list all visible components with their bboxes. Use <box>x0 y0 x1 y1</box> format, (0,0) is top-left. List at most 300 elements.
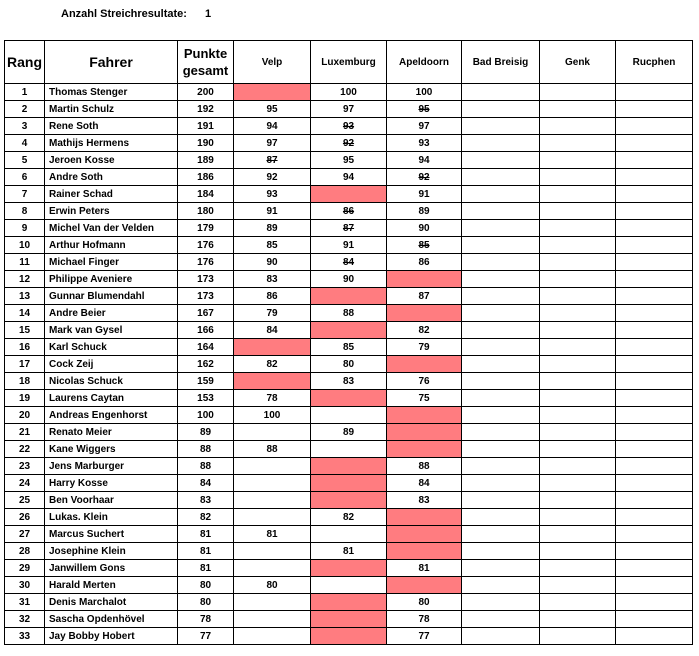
col-fahrer-header: Fahrer <box>45 41 178 84</box>
race-result-cell: 97 <box>234 135 311 152</box>
total-points-cell: 166 <box>178 322 234 339</box>
race-result-cell <box>311 628 387 645</box>
race-result-cell: 91 <box>234 203 311 220</box>
race-result-cell: 85 <box>234 237 311 254</box>
total-points-cell: 164 <box>178 339 234 356</box>
race-result-cell <box>616 220 693 237</box>
total-points-cell: 190 <box>178 135 234 152</box>
race-result-cell <box>234 339 311 356</box>
punkte-label-1: Punkte <box>183 46 228 61</box>
race-result-cell <box>462 305 540 322</box>
struck-result-value: 87 <box>342 222 355 234</box>
race-result-cell <box>311 322 387 339</box>
race-result-cell: 90 <box>387 220 462 237</box>
race-result-cell <box>462 560 540 577</box>
rank-cell: 1 <box>5 84 45 101</box>
race-result-cell <box>616 186 693 203</box>
driver-name-cell: Harry Kosse <box>45 475 178 492</box>
total-points-cell: 180 <box>178 203 234 220</box>
race-result-cell <box>540 339 616 356</box>
total-points-cell: 189 <box>178 152 234 169</box>
race-result-cell <box>616 628 693 645</box>
race-result-cell <box>540 407 616 424</box>
race-result-cell: 86 <box>387 254 462 271</box>
race-result-cell <box>540 594 616 611</box>
driver-name-cell: Rainer Schad <box>45 186 178 203</box>
race-result-cell: 100 <box>311 84 387 101</box>
race-result-cell: 97 <box>311 101 387 118</box>
driver-name-cell: Harald Merten <box>45 577 178 594</box>
race-result-cell <box>616 118 693 135</box>
race-result-cell: 78 <box>234 390 311 407</box>
driver-name-cell: Laurens Caytan <box>45 390 178 407</box>
rank-cell: 28 <box>5 543 45 560</box>
race-result-cell <box>540 271 616 288</box>
table-row <box>5 220 693 237</box>
race-result-cell <box>540 203 616 220</box>
race-result-cell: 82 <box>311 509 387 526</box>
driver-name-cell: Josephine Klein <box>45 543 178 560</box>
race-result-cell <box>311 475 387 492</box>
rank-cell: 33 <box>5 628 45 645</box>
rank-cell: 17 <box>5 356 45 373</box>
race-result-cell <box>540 543 616 560</box>
col-rucphen-header: Rucphen <box>616 41 693 84</box>
race-result-cell <box>616 526 693 543</box>
driver-name-cell: Andre Beier <box>45 305 178 322</box>
col-genk-header: Genk <box>540 41 616 84</box>
race-result-cell <box>234 611 311 628</box>
struck-result-value: 93 <box>342 120 355 132</box>
race-result-cell <box>540 356 616 373</box>
standings-body <box>5 84 693 645</box>
race-result-cell <box>387 441 462 458</box>
driver-name-cell: Kane Wiggers <box>45 441 178 458</box>
race-result-cell <box>616 322 693 339</box>
race-result-cell <box>616 339 693 356</box>
race-result-cell: 84 <box>234 322 311 339</box>
race-result-cell <box>616 424 693 441</box>
total-points-cell: 173 <box>178 271 234 288</box>
driver-name-cell: Thomas Stenger <box>45 84 178 101</box>
table-row <box>5 203 693 220</box>
race-result-cell <box>462 101 540 118</box>
race-result-cell <box>540 458 616 475</box>
dropped-result-cell <box>311 118 387 135</box>
race-result-cell <box>540 390 616 407</box>
dropped-result-cell <box>387 101 462 118</box>
table-row <box>5 322 693 339</box>
race-result-cell <box>311 577 387 594</box>
race-result-cell <box>462 220 540 237</box>
rank-cell: 25 <box>5 492 45 509</box>
total-points-cell: 186 <box>178 169 234 186</box>
rank-cell: 13 <box>5 288 45 305</box>
table-row <box>5 390 693 407</box>
race-result-cell <box>462 407 540 424</box>
rank-cell: 22 <box>5 441 45 458</box>
race-result-cell <box>462 509 540 526</box>
race-result-cell: 79 <box>234 305 311 322</box>
race-result-cell <box>462 237 540 254</box>
col-punkte-header <box>178 41 234 84</box>
total-points-cell: 159 <box>178 373 234 390</box>
race-result-cell <box>462 611 540 628</box>
race-result-cell <box>311 458 387 475</box>
race-result-cell <box>616 509 693 526</box>
total-points-cell: 80 <box>178 577 234 594</box>
total-points-cell: 78 <box>178 611 234 628</box>
table-row <box>5 594 693 611</box>
race-result-cell <box>540 101 616 118</box>
race-result-cell <box>540 475 616 492</box>
total-points-cell: 89 <box>178 424 234 441</box>
rank-cell: 15 <box>5 322 45 339</box>
col-velp-header: Velp <box>234 41 311 84</box>
race-result-cell <box>616 543 693 560</box>
race-result-cell <box>616 135 693 152</box>
table-row <box>5 118 693 135</box>
rank-cell: 12 <box>5 271 45 288</box>
driver-name-cell: Martin Schulz <box>45 101 178 118</box>
table-row <box>5 135 693 152</box>
driver-name-cell: Cock Zeij <box>45 356 178 373</box>
table-row <box>5 339 693 356</box>
race-result-cell <box>616 169 693 186</box>
driver-name-cell: Nicolas Schuck <box>45 373 178 390</box>
dropped-result-cell <box>311 254 387 271</box>
race-result-cell <box>540 237 616 254</box>
table-row <box>5 373 693 390</box>
race-result-cell <box>462 288 540 305</box>
table-row <box>5 441 693 458</box>
col-rang-header: Rang <box>5 41 45 84</box>
race-result-cell <box>462 186 540 203</box>
rank-cell: 19 <box>5 390 45 407</box>
total-points-cell: 82 <box>178 509 234 526</box>
race-result-cell <box>616 305 693 322</box>
driver-name-cell: Sascha Opdenhövel <box>45 611 178 628</box>
race-result-cell: 80 <box>234 577 311 594</box>
race-result-cell <box>616 101 693 118</box>
table-row <box>5 458 693 475</box>
race-result-cell <box>616 475 693 492</box>
race-result-cell <box>462 254 540 271</box>
rank-cell: 3 <box>5 118 45 135</box>
table-row <box>5 628 693 645</box>
total-points-cell: 200 <box>178 84 234 101</box>
struck-result-value: 84 <box>342 256 355 268</box>
race-result-cell: 94 <box>387 152 462 169</box>
race-result-cell <box>462 152 540 169</box>
race-result-cell: 81 <box>234 526 311 543</box>
race-result-cell: 86 <box>234 288 311 305</box>
total-points-cell: 184 <box>178 186 234 203</box>
table-row <box>5 475 693 492</box>
race-result-cell <box>616 577 693 594</box>
race-result-cell: 91 <box>387 186 462 203</box>
race-result-cell: 95 <box>234 101 311 118</box>
race-result-cell: 88 <box>234 441 311 458</box>
table-row <box>5 169 693 186</box>
race-result-cell: 88 <box>387 458 462 475</box>
race-result-cell <box>311 441 387 458</box>
race-result-cell: 94 <box>234 118 311 135</box>
driver-name-cell: Rene Soth <box>45 118 178 135</box>
race-result-cell <box>234 594 311 611</box>
race-result-cell: 94 <box>311 169 387 186</box>
driver-name-cell: Jay Bobby Hobert <box>45 628 178 645</box>
dropped-result-cell <box>234 152 311 169</box>
race-result-cell: 92 <box>234 169 311 186</box>
race-result-cell <box>616 492 693 509</box>
race-result-cell <box>616 254 693 271</box>
total-points-cell: 81 <box>178 560 234 577</box>
race-result-cell <box>462 271 540 288</box>
race-result-cell: 100 <box>234 407 311 424</box>
race-result-cell: 88 <box>311 305 387 322</box>
driver-name-cell: Andre Soth <box>45 169 178 186</box>
race-result-cell <box>616 237 693 254</box>
race-result-cell <box>311 390 387 407</box>
race-result-cell <box>540 577 616 594</box>
struck-result-value: 87 <box>266 154 278 166</box>
table-row <box>5 560 693 577</box>
race-result-cell <box>616 288 693 305</box>
header-row <box>5 41 693 84</box>
rank-cell: 18 <box>5 373 45 390</box>
col-apeldoorn-header: Apeldoorn <box>387 41 462 84</box>
race-result-cell <box>616 594 693 611</box>
table-row <box>5 288 693 305</box>
rank-cell: 14 <box>5 305 45 322</box>
race-result-cell <box>616 611 693 628</box>
race-result-cell: 83 <box>234 271 311 288</box>
rank-cell: 9 <box>5 220 45 237</box>
race-result-cell <box>234 628 311 645</box>
race-result-cell <box>387 526 462 543</box>
streichresultate-line <box>61 8 212 20</box>
rank-cell: 2 <box>5 101 45 118</box>
race-result-cell <box>462 577 540 594</box>
total-points-cell: 80 <box>178 594 234 611</box>
race-result-cell <box>462 118 540 135</box>
race-result-cell <box>234 373 311 390</box>
table-row <box>5 101 693 118</box>
race-result-cell: 82 <box>234 356 311 373</box>
driver-name-cell: Ben Voorhaar <box>45 492 178 509</box>
total-points-cell: 88 <box>178 441 234 458</box>
race-result-cell <box>462 424 540 441</box>
race-result-cell: 100 <box>387 84 462 101</box>
race-result-cell <box>311 288 387 305</box>
race-result-cell <box>311 611 387 628</box>
punkte-label-2: gesamt <box>182 63 229 78</box>
col-bad-breisig-header: Bad Breisig <box>462 41 540 84</box>
race-result-cell <box>540 492 616 509</box>
race-result-cell <box>540 509 616 526</box>
total-points-cell: 77 <box>178 628 234 645</box>
race-result-cell <box>540 322 616 339</box>
rank-cell: 8 <box>5 203 45 220</box>
race-result-cell: 93 <box>387 135 462 152</box>
driver-name-cell: Jens Marburger <box>45 458 178 475</box>
driver-name-cell: Denis Marchalot <box>45 594 178 611</box>
table-row <box>5 152 693 169</box>
race-result-cell <box>540 441 616 458</box>
race-result-cell <box>540 135 616 152</box>
rank-cell: 29 <box>5 560 45 577</box>
driver-name-cell: Janwillem Gons <box>45 560 178 577</box>
race-result-cell <box>462 373 540 390</box>
rank-cell: 26 <box>5 509 45 526</box>
table-row <box>5 237 693 254</box>
driver-name-cell: Arthur Hofmann <box>45 237 178 254</box>
race-result-cell <box>387 509 462 526</box>
dropped-result-cell <box>387 169 462 186</box>
rank-cell: 27 <box>5 526 45 543</box>
race-result-cell <box>387 271 462 288</box>
table-row <box>5 424 693 441</box>
race-result-cell <box>540 288 616 305</box>
race-result-cell: 81 <box>311 543 387 560</box>
driver-name-cell: Mathijs Hermens <box>45 135 178 152</box>
table-row <box>5 254 693 271</box>
race-result-cell <box>462 475 540 492</box>
col-luxemburg-header: Luxemburg <box>311 41 387 84</box>
race-result-cell <box>616 390 693 407</box>
race-result-cell: 83 <box>311 373 387 390</box>
race-result-cell <box>462 84 540 101</box>
race-result-cell <box>234 509 311 526</box>
driver-name-cell: Andreas Engenhorst <box>45 407 178 424</box>
race-result-cell <box>234 458 311 475</box>
struck-result-value: 86 <box>342 205 355 217</box>
rank-cell: 24 <box>5 475 45 492</box>
total-points-cell: 81 <box>178 526 234 543</box>
race-result-cell: 90 <box>234 254 311 271</box>
race-result-cell <box>462 356 540 373</box>
table-row <box>5 577 693 594</box>
struck-result-value: 95 <box>418 103 430 115</box>
driver-name-cell: Michel Van der Velden <box>45 220 178 237</box>
race-result-cell: 97 <box>387 118 462 135</box>
table-row <box>5 305 693 322</box>
race-result-cell <box>616 203 693 220</box>
struck-result-value: 92 <box>342 137 355 149</box>
rank-cell: 31 <box>5 594 45 611</box>
race-result-cell <box>234 84 311 101</box>
race-result-cell: 90 <box>311 271 387 288</box>
race-result-cell <box>540 628 616 645</box>
race-result-cell: 80 <box>311 356 387 373</box>
rank-cell: 11 <box>5 254 45 271</box>
race-result-cell <box>311 407 387 424</box>
race-result-cell <box>540 526 616 543</box>
race-result-cell <box>462 458 540 475</box>
race-result-cell <box>462 594 540 611</box>
race-result-cell <box>540 169 616 186</box>
race-result-cell <box>462 526 540 543</box>
rank-cell: 4 <box>5 135 45 152</box>
dropped-result-cell <box>311 135 387 152</box>
race-result-cell <box>387 356 462 373</box>
race-result-cell <box>540 305 616 322</box>
race-result-cell <box>540 424 616 441</box>
race-result-cell: 91 <box>311 237 387 254</box>
race-result-cell <box>311 492 387 509</box>
total-points-cell: 192 <box>178 101 234 118</box>
race-result-cell: 75 <box>387 390 462 407</box>
streichresultate-label: Anzahl Streichresultate: <box>61 8 187 20</box>
driver-name-cell: Marcus Suchert <box>45 526 178 543</box>
race-result-cell <box>540 84 616 101</box>
total-points-cell: 162 <box>178 356 234 373</box>
race-result-cell <box>311 594 387 611</box>
race-result-cell <box>540 118 616 135</box>
table-row <box>5 509 693 526</box>
rank-cell: 6 <box>5 169 45 186</box>
total-points-cell: 176 <box>178 254 234 271</box>
total-points-cell: 88 <box>178 458 234 475</box>
rank-cell: 10 <box>5 237 45 254</box>
race-result-cell <box>462 339 540 356</box>
rank-cell: 21 <box>5 424 45 441</box>
driver-name-cell: Renato Meier <box>45 424 178 441</box>
rank-cell: 16 <box>5 339 45 356</box>
driver-name-cell: Lukas. Klein <box>45 509 178 526</box>
race-result-cell <box>462 203 540 220</box>
race-result-cell <box>462 543 540 560</box>
race-result-cell <box>387 407 462 424</box>
race-result-cell <box>616 560 693 577</box>
race-result-cell <box>616 407 693 424</box>
total-points-cell: 167 <box>178 305 234 322</box>
driver-name-cell: Jeroen Kosse <box>45 152 178 169</box>
race-result-cell <box>234 424 311 441</box>
dropped-result-cell <box>311 220 387 237</box>
driver-name-cell: Philippe Aveniere <box>45 271 178 288</box>
race-result-cell <box>616 458 693 475</box>
race-result-cell <box>616 84 693 101</box>
race-result-cell <box>462 441 540 458</box>
race-result-cell <box>462 628 540 645</box>
race-result-cell <box>540 152 616 169</box>
race-result-cell: 76 <box>387 373 462 390</box>
race-result-cell <box>234 492 311 509</box>
race-result-cell: 89 <box>387 203 462 220</box>
race-result-cell <box>387 543 462 560</box>
race-result-cell <box>462 135 540 152</box>
race-result-cell <box>387 305 462 322</box>
race-result-cell: 80 <box>387 594 462 611</box>
table-row <box>5 186 693 203</box>
race-result-cell <box>540 186 616 203</box>
dropped-result-cell <box>311 203 387 220</box>
total-points-cell: 179 <box>178 220 234 237</box>
total-points-cell: 153 <box>178 390 234 407</box>
total-points-cell: 191 <box>178 118 234 135</box>
table-row <box>5 526 693 543</box>
race-result-cell: 84 <box>387 475 462 492</box>
race-result-cell <box>311 186 387 203</box>
race-result-cell: 83 <box>387 492 462 509</box>
streichresultate-value: 1 <box>205 8 212 20</box>
race-result-cell <box>616 441 693 458</box>
total-points-cell: 100 <box>178 407 234 424</box>
struck-result-value: 85 <box>418 239 430 251</box>
race-result-cell: 87 <box>387 288 462 305</box>
